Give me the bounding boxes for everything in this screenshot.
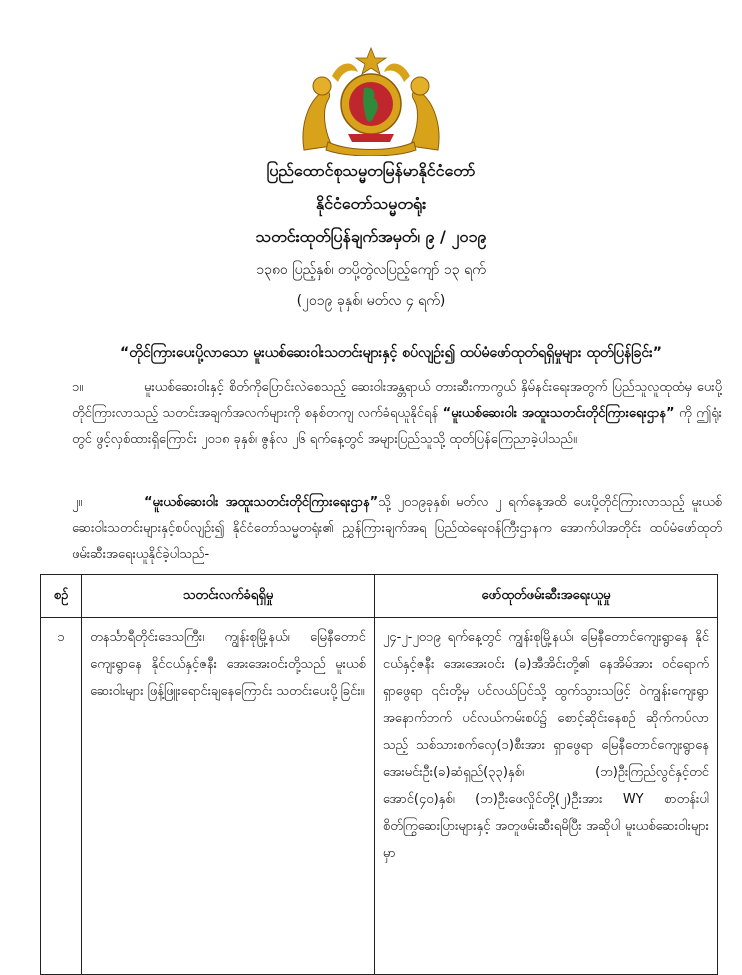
table-header-row — [41, 575, 718, 618]
paragraph-1-text-b: ကို ဤရုံးတွင် ဖွင့်လှစ်ထားရှိကြောင်း ၂၀၁၈ ခုနှစ်၊ ဇွန်လ ၂၆ ရက်နေ့တွင် အများပြည်သူသို့ ထုတ်ပြန်ကြေညာခဲ့ပါသည်။ — [72, 406, 722, 447]
col-header-received: သတင်းလက်ခံရရှိမှု — [82, 575, 375, 618]
state-seal-emblem — [298, 46, 444, 156]
paragraph-2-number: ၂။ — [72, 495, 83, 510]
cell-received: တနင်္သာရီတိုင်းဒေသကြီး၊ ကျွန်းစုမြို့နယ်၊ မြေနီတောင်ကျေးရွာနေ နိုင်ငယ်နှင့်ဇနီး အေးအေးဝင်းတို့သည် မူးယစ်ဆေးဝါးများ ဖြန့်ဖြူးရောင်းချနေကြောင်း သတင်းပေးပို့ခြင်း။ — [82, 618, 375, 975]
myanmar-date: ၁၃၈၀ ပြည့်နှစ်၊ တပို့တွဲလပြည့်ကျော် ၁၃ ရက် — [256, 262, 486, 278]
office-name: နိုင်ငံတော်သမ္မတရုံး — [315, 194, 427, 213]
table-row — [41, 618, 718, 975]
results-table — [40, 574, 718, 975]
press-release-number: သတင်းထုတ်ပြန်ချက်အမှတ်၊ ၉ / ၂၀၁၉ — [255, 227, 487, 246]
cell-action: ၂၄-၂-၂၀၁၉ ရက်နေ့တွင် ကျွန်းစုမြို့နယ်၊ မြေနီတောင်ကျေးရွာနေ နိုင်ငယ်နှင့်ဇနီး အေးအေးဝင်း (ခ)အီအိင်းတို့၏ နေအိမ်အား ဝင်ရောက်ရှာဖွေရာ ၎င်းတို့မှ ပင်လယ်ပြင်သို့ ထွက်သွားသဖြင့် ဝဲကျွန်းကျေးရွာ အနောက်ဘက် ပင်လယ်ကမ်းစပ်၌ စောင့်ဆိုင်းနေစဉ် ဆိုက်ကပ်လာသည့် သစ်သားစက်လှေ(၁)စီးအား ရှာဖွေရာ မြေနီတောင်ကျေးရွာနေ အေးမင်းဦး(ခ)ဆံရှည်(၃၃)နှစ်၊ (ဘ)ဦးကြည်လွင်နှင့်တင်အောင်(၄၀)နှစ်၊ (ဘ)ဦးဖေလှိုင်တို့(၂)ဦးအား WY စာတန်းပါ စိတ်ကြွဆေးပြားများနှင့် အတူဖမ်းဆီးရမိပြီး အဆိုပါ မူးယစ်ဆေးဝါးများမှာ — [374, 618, 717, 975]
paragraph-1 — [72, 375, 722, 453]
col-header-action: ဖော်ထုတ်ဖမ်းဆီးအရေးယူမှု — [374, 575, 717, 618]
paragraph-1-bold: “မူးယစ်ဆေးဝါး အထူးသတင်းတိုင်ကြားရေးဌာန” — [442, 406, 675, 421]
col-header-no: စဉ် — [41, 575, 82, 618]
paragraph-2 — [72, 490, 722, 568]
document-title: “တိုင်ကြားပေးပို့လာသော မူးယစ်ဆေးဝါးသတင်းများနှင့် စပ်လျဉ်း၍ ထပ်မံဖော်ထုတ်ရရှိမှုများ ထုတ်ပြန်ခြင်း” — [120, 345, 662, 361]
gregorian-date: (၂၀၁၉ ခုနှစ်၊ မတ်လ ၄ ရက်) — [296, 293, 446, 309]
paragraph-1-number: ၁။ — [72, 380, 84, 395]
paragraph-2-text: သို့ ၂၀၁၉ခုနှစ်၊ မတ်လ ၂ ရက်နေ့အထိ ပေးပို့တိုင်ကြားလာသည့် မူးယစ်ဆေးဝါးသတင်းများနှင့်စပ်လျဉ်း၍ နိုင်ငံတော်သမ္မတရုံး၏ ညွှန်ကြားချက်အရ ပြည်ထဲရေးဝန်ကြီးဌာနက အောက်ပါအတိုင်း ထပ်မံဖော်ထုတ်ဖမ်းဆီးအရေးယူနိုင်ခဲ့ပါသည်- — [72, 495, 722, 562]
paragraph-2-bold: “မူးယစ်ဆေးဝါး အထူးသတင်းတိုင်ကြားရေးဌာန” — [144, 495, 379, 510]
paragraph-1-text-a: မူးယစ်ဆေးဝါးနှင့် စိတ်ကိုပြောင်းလဲစေသည့် ဆေးဝါးအန္တရာယ် တားဆီးကာကွယ် နှိမ်နင်းရေးအတွက် ပြည်သူလူထုထံမှ ပေးပို့တိုင်ကြားလာသည့် သတင်းအချက်အလက်များကို စနစ်တကျ လက်ခံရယူနိုင်ရန် — [72, 380, 722, 421]
cell-no: ၁ — [41, 618, 82, 975]
country-name: ပြည်ထောင်စုသမ္မတမြန်မာနိုင်ငံတော် — [266, 161, 476, 180]
